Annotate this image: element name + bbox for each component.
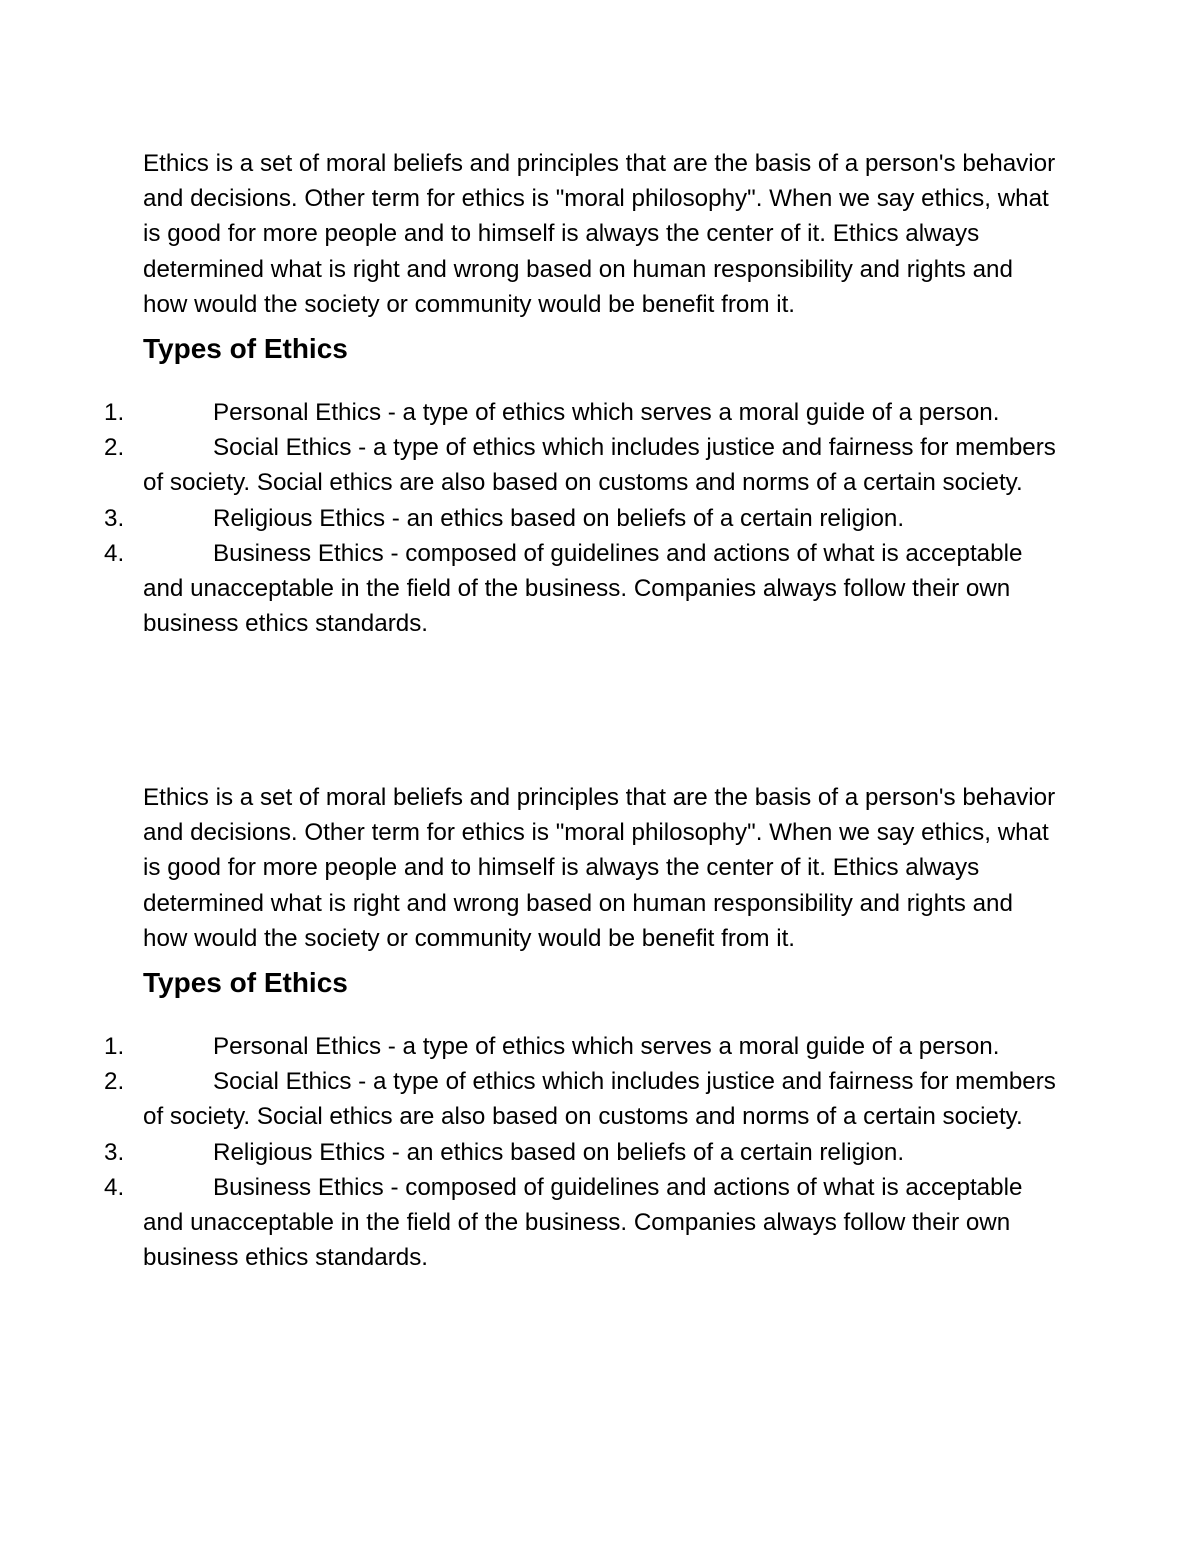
list-item-number: 2. bbox=[104, 1068, 125, 1096]
intro-paragraph: Ethics is a set of moral beliefs and principles that are the basis of a person's behavior and decisions. Other term for ethics is "moral philosophy". When we say ethics, what is good for more people and to himself is always the center of it. Ethics always determined what is right and wrong based on human responsibility and rights and how would the society or community would be benefit from it. bbox=[143, 784, 1056, 952]
document-section bbox=[0, 146, 1200, 641]
list-item-text: Business Ethics - composed of guidelines and actions of what is acceptable and unacceptable in the field of the business. Companies always follow their own business ethics standards. bbox=[143, 539, 1023, 638]
list-item-number: 1. bbox=[104, 399, 125, 427]
intro-paragraph: Ethics is a set of moral beliefs and principles that are the basis of a person's behavior and decisions. Other term for ethics is "moral philosophy". When we say ethics, what is good for more people and to himself is always the center of it. Ethics always determined what is right and wrong based on human responsibility and rights and how would the society or community would be benefit from it. bbox=[143, 150, 1056, 318]
list-item bbox=[0, 1029, 1063, 1064]
list-item-text: Personal Ethics - a type of ethics which serves a moral guide of a person. bbox=[213, 399, 1000, 427]
list-item-number: 3. bbox=[104, 504, 125, 532]
list-item bbox=[0, 430, 1063, 500]
list-item bbox=[0, 1170, 1063, 1276]
list-item-text: Social Ethics - a type of ethics which includes justice and fairness for members of society. Social ethics are also based on customs and norms of a certain society. bbox=[143, 434, 1056, 497]
list-item-text: Social Ethics - a type of ethics which includes justice and fairness for members of society. Social ethics are also based on customs and norms of a certain society. bbox=[143, 1068, 1056, 1131]
list-item bbox=[0, 395, 1063, 430]
list-item-number: 4. bbox=[104, 539, 125, 567]
list-item bbox=[0, 501, 1063, 536]
list-item-number: 2. bbox=[104, 434, 125, 462]
document-section bbox=[0, 780, 1200, 1275]
list-item-number: 3. bbox=[104, 1138, 125, 1166]
section-heading: Types of Ethics bbox=[143, 967, 348, 999]
list-item-number: 1. bbox=[104, 1033, 125, 1061]
list-item bbox=[0, 536, 1063, 642]
section-heading: Types of Ethics bbox=[143, 333, 348, 365]
list-item-text: Religious Ethics - an ethics based on beliefs of a certain religion. bbox=[213, 504, 905, 532]
list-item-number: 4. bbox=[104, 1173, 125, 1201]
types-list bbox=[0, 395, 1200, 641]
types-list bbox=[0, 1029, 1200, 1275]
list-item bbox=[0, 1135, 1063, 1170]
list-item-text: Business Ethics - composed of guidelines and actions of what is acceptable and unacceptable in the field of the business. Companies always follow their own business ethics standards. bbox=[143, 1173, 1023, 1272]
list-item-text: Religious Ethics - an ethics based on beliefs of a certain religion. bbox=[213, 1138, 905, 1166]
list-item-text: Personal Ethics - a type of ethics which serves a moral guide of a person. bbox=[213, 1033, 1000, 1061]
list-item bbox=[0, 1064, 1063, 1134]
